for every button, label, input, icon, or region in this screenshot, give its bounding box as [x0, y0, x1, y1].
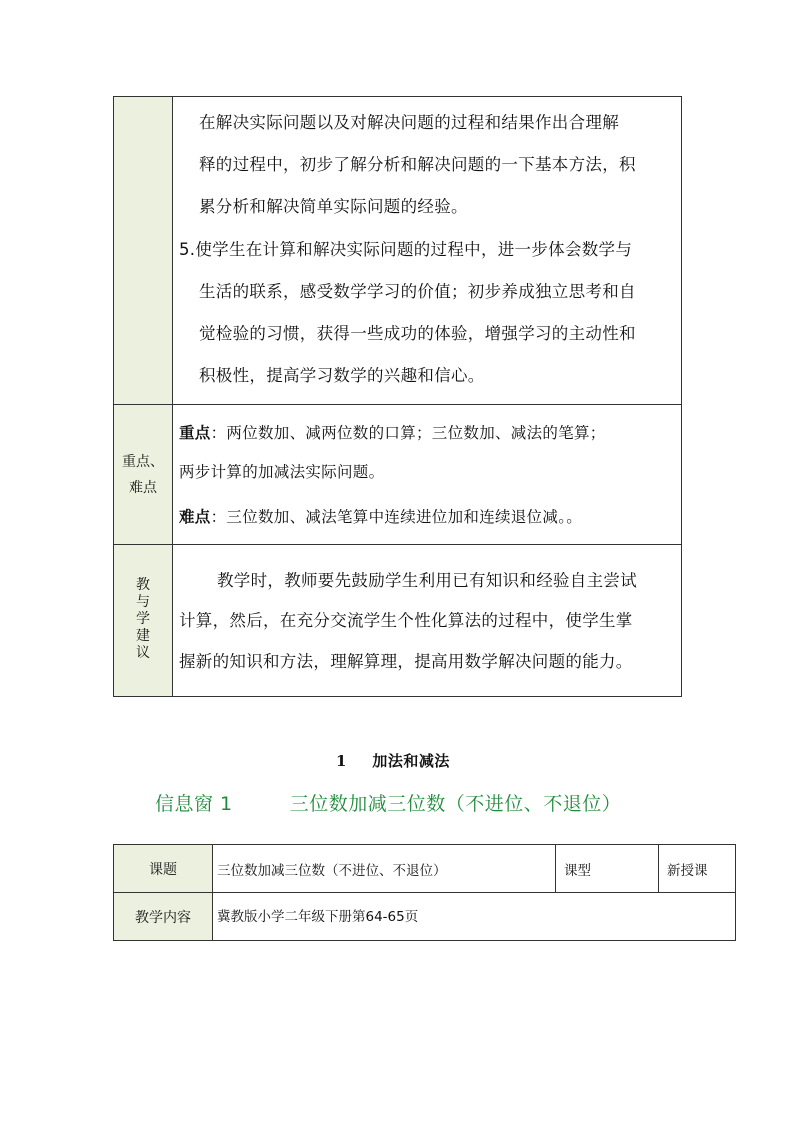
key-point-line-2: 两步计算的加减法实际问题。 — [179, 463, 385, 481]
goals-line-5: 生活的联系，感受数学学习的价值；初步养成独立思考和自 — [199, 282, 636, 301]
goals-line-2: 释的过程中，初步了解分析和解决问题的一下基本方法，积 — [199, 155, 636, 174]
goals-line-1: 在解决实际问题以及对解决问题的过程和结果作出合理解 — [199, 113, 619, 132]
type-label: 课型 — [564, 862, 591, 879]
keypoints-label-cell — [113, 404, 173, 545]
advice-line-1: 教学时，教师要先鼓励学生利用已有知识和经验自主尝试 — [217, 571, 637, 590]
goals-line-6: 觉检验的习惯，获得一些成功的体验，增强学习的主动性和 — [199, 324, 636, 343]
info-window-title: 三位数加减三位数（不进位、不退位） — [289, 793, 622, 815]
goals-line-3: 累分析和解决简单实际问题的经验。 — [199, 197, 468, 216]
difficulty-line — [179, 507, 582, 527]
advice-label-cell — [113, 544, 173, 697]
content-value-cell — [212, 892, 736, 941]
advice-label: 教与学建议 — [136, 577, 150, 661]
goals-line-4: 5.使学生在计算和解决实际问题的过程中，进一步体会数学与 — [179, 240, 633, 259]
objectives-label-cell — [113, 96, 173, 405]
key-point-line-1 — [179, 423, 606, 443]
topic-label: 课题 — [149, 861, 177, 878]
topic-value: 三位数加减三位数（不进位、不退位） — [217, 863, 447, 879]
lesson-info-table — [113, 844, 736, 941]
advice-line-3: 握新的知识和方法，理解算理，提高用数学解决问题的能力。 — [179, 652, 633, 671]
content-label: 教学内容 — [135, 909, 191, 926]
section-title: 加法和减法 — [372, 752, 450, 770]
info-window-label: 信息窗 1 — [155, 793, 233, 815]
topic-label-cell — [113, 844, 213, 893]
key-point-text-1: ：两位数加、减两位数的口算；三位数加、减法的笔算； — [210, 424, 606, 442]
keypoints-label-line1: 重点、 — [122, 454, 164, 470]
key-point-prefix: 重点 — [179, 424, 211, 442]
info-window-heading — [155, 789, 621, 816]
difficulty-prefix: 难点 — [179, 508, 211, 526]
content-label-cell — [113, 892, 213, 941]
difficulty-text: ：三位数加、减法笔算中连续进位加和连续退位减。。 — [210, 508, 583, 526]
advice-line-2: 计算，然后，在充分交流学生个性化算法的过程中，使学生掌 — [179, 611, 633, 630]
type-value: 新授课 — [667, 862, 708, 879]
section-number: 1 — [336, 752, 347, 770]
type-label-cell — [555, 844, 659, 893]
content-value: 冀教版小学二年级下册第64-65页 — [217, 909, 419, 925]
type-value-cell — [658, 844, 736, 893]
goals-line-7: 积极性，提高学习数学的兴趣和信心。 — [199, 366, 485, 385]
section-heading — [336, 750, 450, 771]
objectives-table — [113, 96, 682, 697]
topic-value-cell — [212, 844, 556, 893]
keypoints-label-line2: 难点 — [129, 480, 157, 496]
